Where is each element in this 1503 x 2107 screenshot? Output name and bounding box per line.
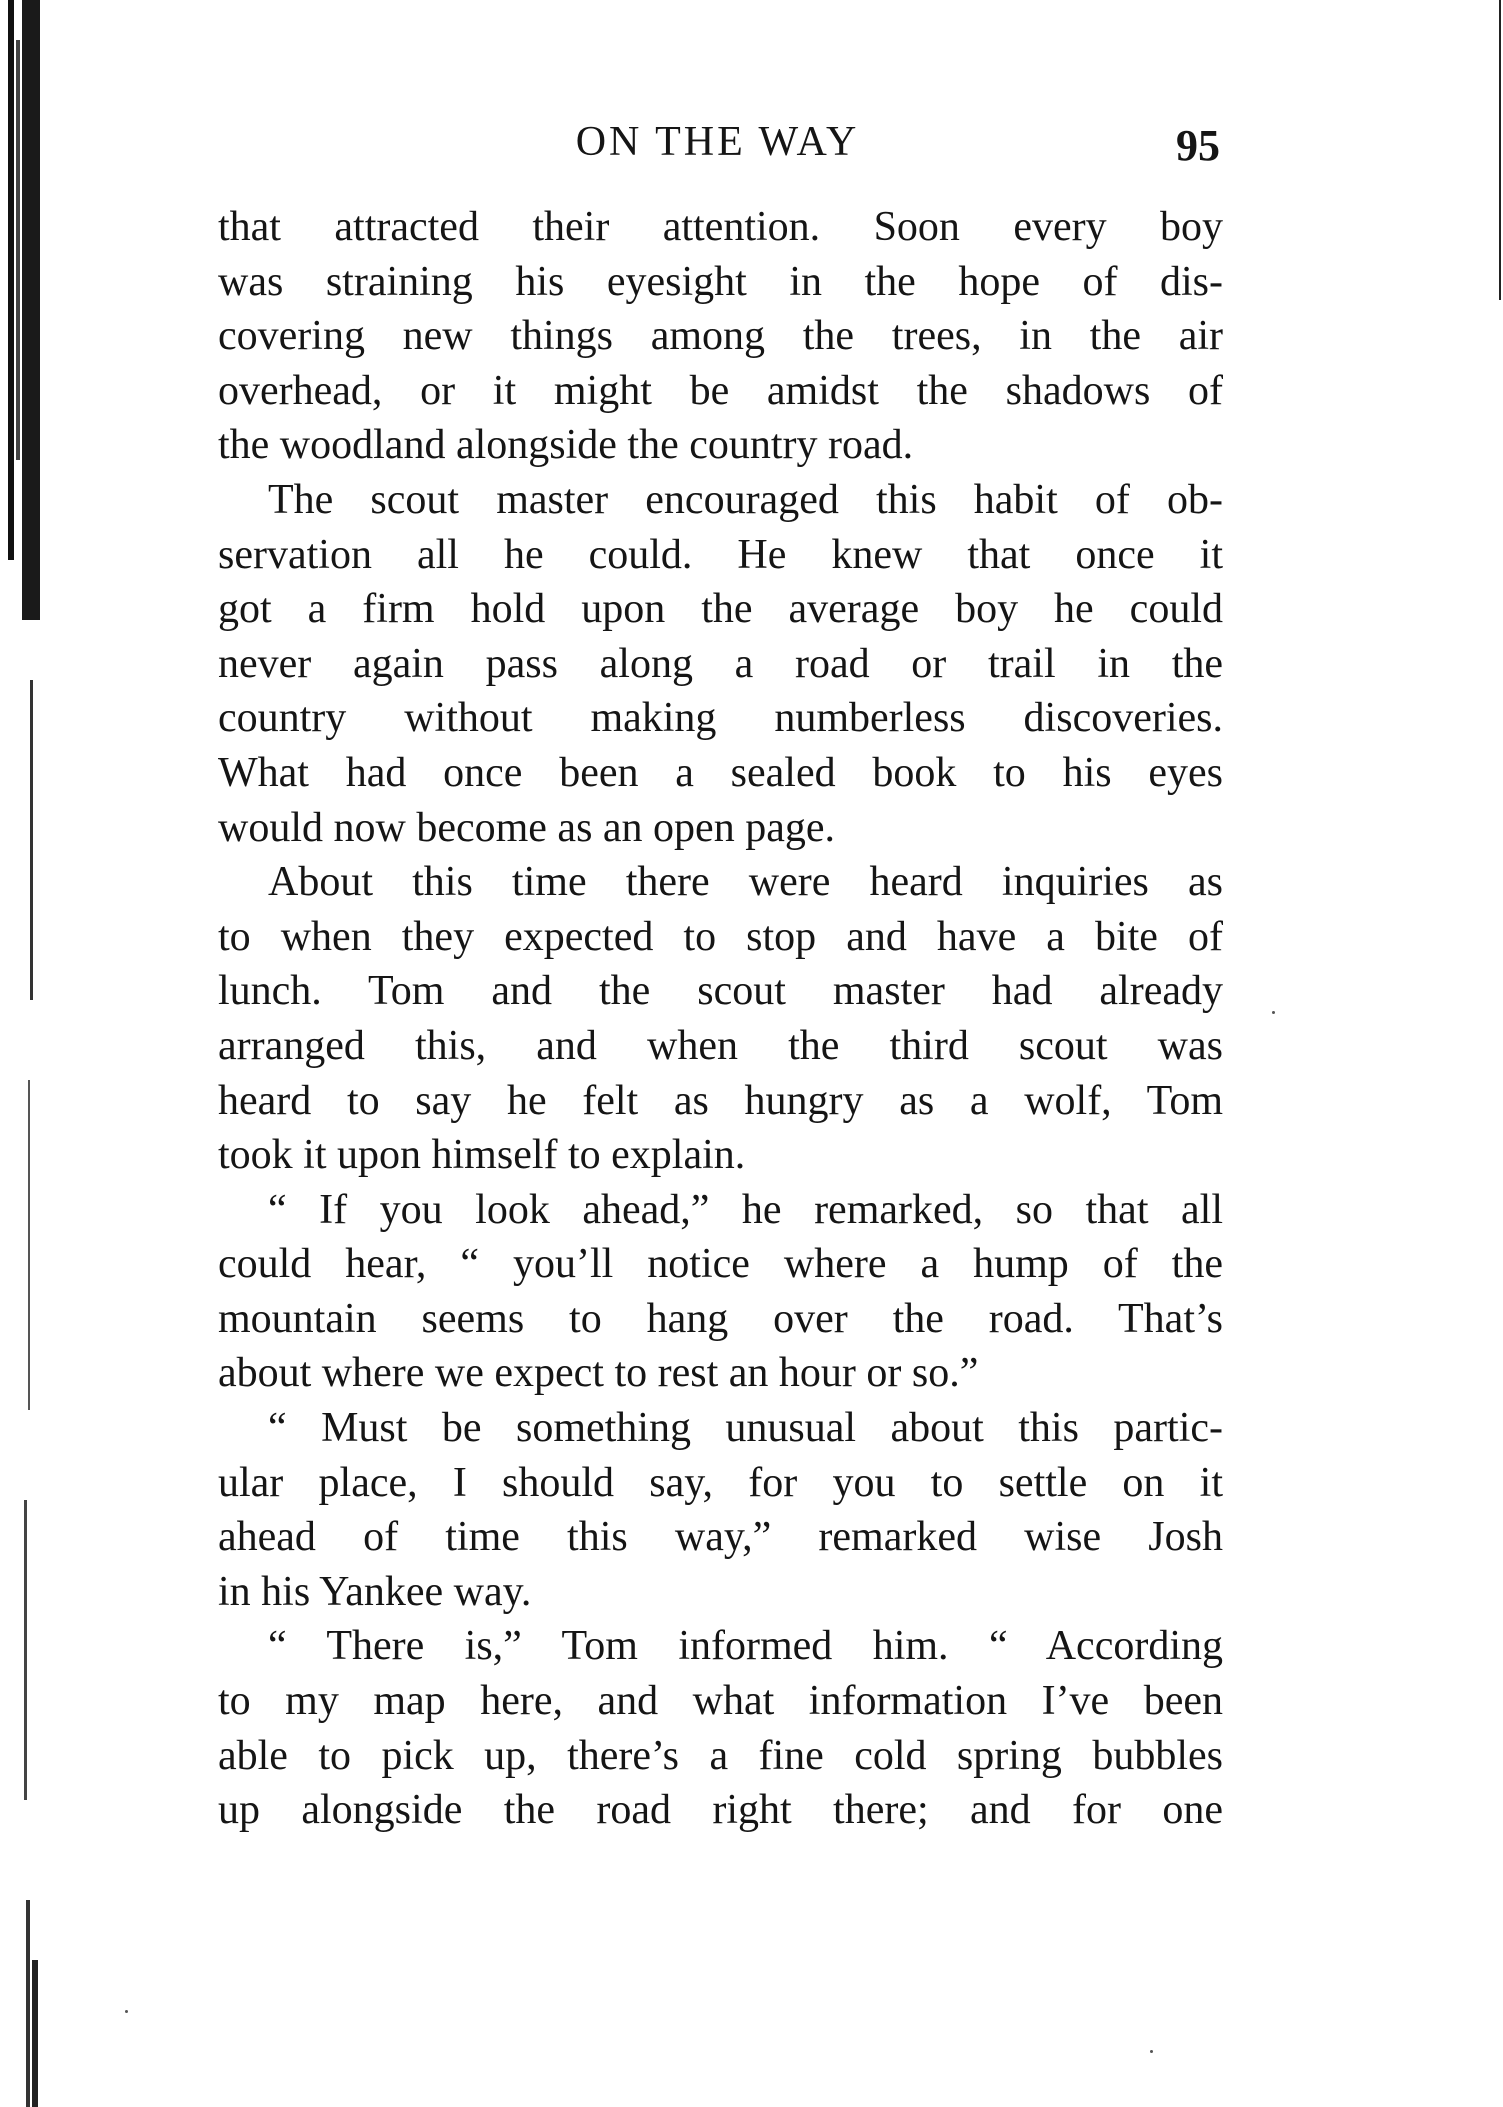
page-number: 95 [1176, 121, 1220, 170]
text-line: to my map here, and what information I’ve been [218, 1678, 1223, 1725]
text-line: about where we expect to rest an hour or so.” [218, 1350, 979, 1397]
text-line: would now become as an open page. [218, 804, 835, 851]
scan-speck [125, 2010, 128, 2013]
text-line: mountain seems to hang over the road. That’s [218, 1295, 1223, 1342]
text-line: ahead of time this way,” remarked wise Josh [218, 1514, 1223, 1561]
text-line: servation all he could. He knew that once it [218, 531, 1223, 578]
text-line: in his Yankee way. [218, 1568, 532, 1615]
text-line: able to pick up, there’s a fine cold spring bubbles [218, 1732, 1223, 1779]
text-line: overhead, or it might be amidst the shadows of [218, 367, 1223, 414]
text-line: that attracted their attention. Soon every boy [218, 204, 1223, 250]
text-line: The scout master encouraged this habit of ob- [268, 476, 1223, 523]
text-line: could hear, “ you’ll notice where a hump of the [218, 1241, 1223, 1288]
text-line: What had once been a sealed book to his eyes [218, 749, 1223, 796]
scan-speck [1150, 2050, 1153, 2053]
text-line: arranged this, and when the third scout was [218, 1022, 1223, 1069]
page-header [215, 112, 1220, 172]
text-line: took it upon himself to explain. [218, 1132, 746, 1179]
running-head: ON THE WAY [575, 119, 860, 165]
text-line: “ Must be something unusual about this partic- [268, 1405, 1223, 1452]
body-text [218, 200, 1223, 1838]
text-line: About this time there were heard inquiries as [268, 859, 1223, 906]
text-line: “ There is,” Tom informed him. “ According [268, 1623, 1223, 1670]
text-line: covering new things among the trees, in the air [218, 313, 1223, 360]
text-line: was straining his eyesight in the hope of dis- [218, 258, 1223, 305]
text-line: got a firm hold upon the average boy he could [218, 586, 1223, 633]
text-line: “ If you look ahead,” he remarked, so that all [268, 1186, 1223, 1233]
text-line: heard to say he felt as hungry as a wolf, Tom [218, 1077, 1223, 1124]
text-line: lunch. Tom and the scout master had already [218, 968, 1223, 1015]
scan-right-edge [1495, 0, 1503, 2107]
text-line: up alongside the road right there; and for one [218, 1787, 1223, 1834]
text-line: ular place, I should say, for you to settle on it [218, 1459, 1223, 1506]
text-line: country without making numberless discoveries. [218, 695, 1223, 742]
scan-speck [1272, 1011, 1275, 1014]
text-line: to when they expected to stop and have a bite of [218, 913, 1223, 960]
text-line: never again pass along a road or trail in the [218, 640, 1223, 687]
scan-binding-edge [0, 0, 60, 2107]
text-line: the woodland alongside the country road. [218, 422, 914, 469]
